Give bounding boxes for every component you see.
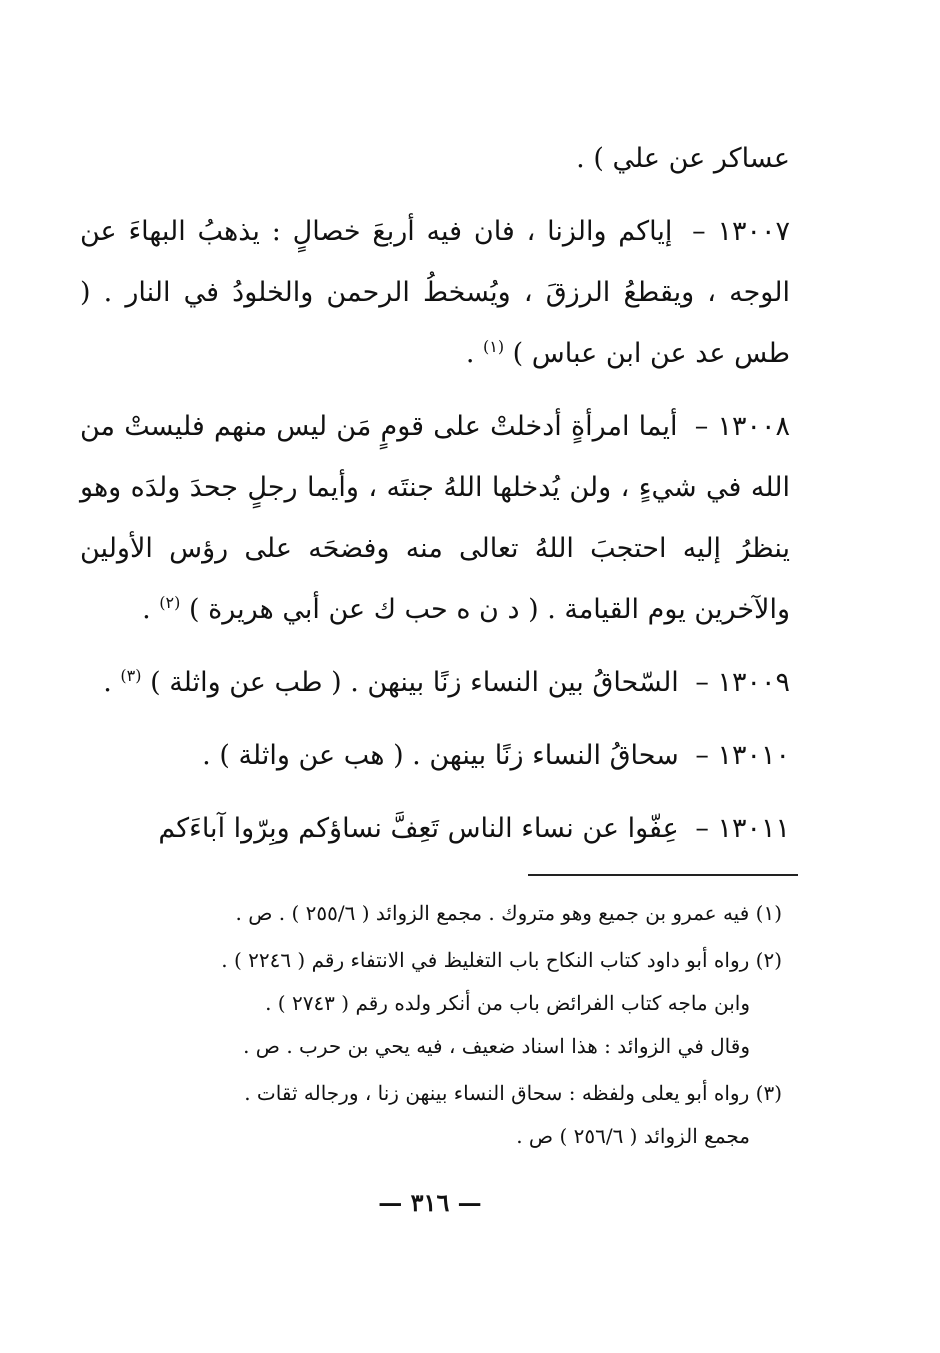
footnotes-section (92, 892, 782, 1158)
footnote-2 (92, 939, 782, 1068)
hadith-number: ١٣٠٠٩ – (695, 667, 790, 698)
footnote-text: رواه أبو يعلى ولفظه : سحاق النساء بينهن زنا ، ورجاله ثقات . (244, 1081, 750, 1105)
hadith-number: ١٣٠٠٨ – (694, 411, 790, 442)
hadith-number: ١٣٠٠٧ – (692, 216, 790, 247)
hadith-text: أيما امرأةٍ أدخلتْ على قومٍ مَن ليس منهم فليستْ من الله في شيءٍ ، ولن يُدخلها اللهُ جنتَه ، وأيما رجلٍ جحدَ ولدَه وهو ينظرُ إليه احتجبَ اللهُ تعالى منه وفضحَه على رؤس الأولين والآخرين يوم القيامة . ( د ن ه حب ك عن أبي هريرة ) (80, 411, 790, 625)
hadith-tail: . (465, 338, 483, 369)
hadith-entry-13009 (80, 652, 790, 713)
footnote-text: وابن ماجه كتاب الفرائض باب من أنكر ولده رقم ( ٢٧٤٣ ) . (265, 991, 750, 1015)
continuation-line: عساكر عن علي ) . (576, 143, 790, 174)
footnote-text: مجمع الزوائد ( ٢٥٦/٦ ) ص . (516, 1124, 750, 1148)
hadith-text: عِفّوا عن نساء الناس تَعِفَّ نساؤكم وبِرّوا آباءَكم (158, 813, 679, 844)
footnote-text: وقال في الزوائد : هذا اسناد ضعيف ، فيه يحي بن حرب . ص . (243, 1034, 750, 1058)
footnote-reference[interactable]: (٣) (120, 666, 142, 685)
footnote-text: رواه أبو داود كتاب النكاح باب التغليظ في الانتفاء رقم ( ٢٢٤٦ ) . (221, 948, 750, 972)
footnote-reference[interactable]: (١) (482, 337, 505, 356)
hadith-number: ١٣٠١١ – (695, 813, 790, 844)
hadith-text: إياكم والزنا ، فان فيه أربعَ خصالٍ : يذهبُ البهاءَ عن الوجه ، ويقطعُ الرزقَ ، ويُسخطُ الرحمن والخلودُ في النار . ( طس عد عن ابن عباس ) (80, 216, 790, 369)
footnote-reference[interactable]: (٢) (159, 593, 181, 612)
hadith-number: ١٣٠١٠ – (695, 740, 790, 771)
hadith-entry-13011 (80, 798, 790, 859)
page-number: — ٣١٦ — (378, 1188, 482, 1217)
hadith-tail: . (142, 594, 160, 625)
hadith-entry-13007 (80, 201, 790, 384)
hadith-entry-13010 (80, 725, 790, 786)
footnote-marker: (١) (755, 901, 782, 925)
footnote-text: فيه عمرو بن جميع وهو متروك . مجمع الزوائد ( ٢٥٥/٦ ) . ص . (235, 901, 750, 925)
footnote-marker: (٣) (755, 1081, 782, 1105)
main-text-block (80, 128, 790, 859)
hadith-text: سحاقُ النساء زنًا بينهن . ( هب عن واثلة ) . (202, 740, 679, 771)
hadith-text: السّحاقُ بين النساء زنًا بينهن . ( طب عن واثلة ) (150, 667, 679, 698)
hadith-entry-13008 (80, 396, 790, 640)
footnote-1 (92, 892, 782, 935)
footnote-3 (92, 1072, 782, 1158)
hadith-tail: . (103, 667, 121, 698)
footnote-marker: (٢) (755, 948, 782, 972)
footnote-divider (528, 874, 798, 876)
